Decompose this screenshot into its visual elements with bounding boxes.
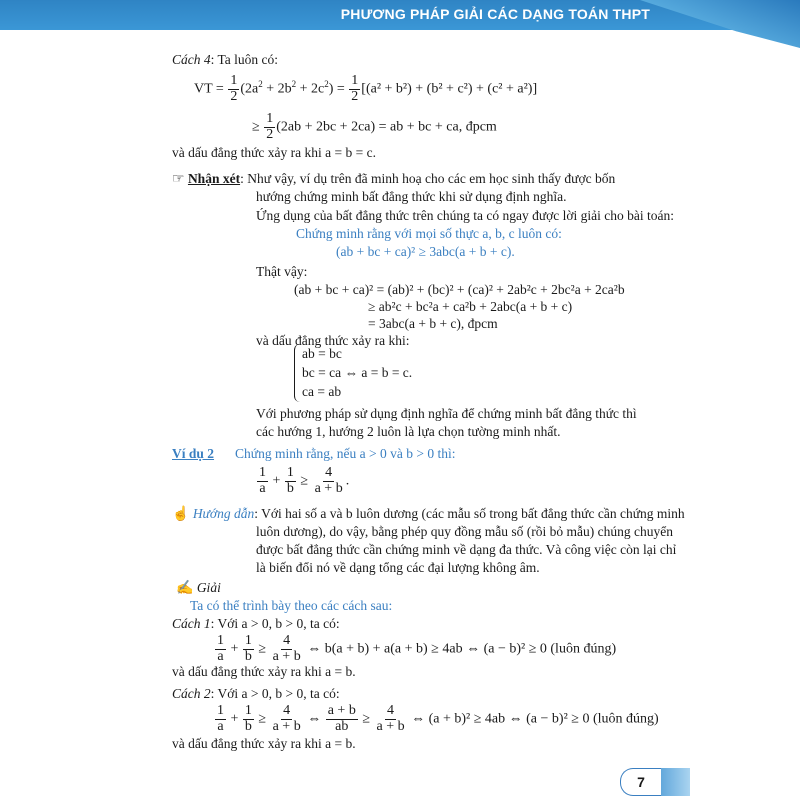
cach4-line: [172, 52, 278, 68]
cach1-eq: $\frac{1}{a}$ + $\frac{1}{b}$ ≥ $\frac{4}{a + b}$ ⇔ b(a + b) + a(a + b) ≥ 4ab ⇔ (a − b)² ≥ 0 (luôn đúng): [217, 633, 617, 664]
huong-dan-label: Hướng dẫn: [192, 506, 255, 521]
nhan-xet-line1: ☞ Nhận xét: Như vậy, ví dụ trên đã minh hoạ cho các em học sinh thấy được bốn: [172, 171, 616, 187]
nhan-xet-problem: Chứng minh rằng với mọi số thực a, b, c luôn có:: [296, 226, 562, 241]
hint-hand-icon: ☝: [172, 507, 190, 522]
huong-dan-line1: ☝ Hướng dẫn: Với hai số a và b luôn dương (các mẫu số trong bất đẳng thức cần chứng minh: [172, 506, 685, 522]
cach1-line: Cách 1: Với a > 0, b > 0, ta có:: [172, 616, 340, 631]
conclusion-line2: các hướng 1, hướng 2 luôn là lựa chọn tường minh nhất.: [256, 424, 561, 439]
half-frac-3: $\frac{1}{2}$: [266, 111, 274, 142]
giai-heading: [176, 580, 221, 597]
page-header: [0, 0, 800, 48]
cach2-eq: $\frac{1}{a}$ + $\frac{1}{b}$ ≥ $\frac{4}{a + b}$ ⇔ $\frac{a + b}{ab}$ ≥ $\frac{4}{a + b}$ ⇔ (a + b)² ≥ 4ab ⇔ (a − b)² ≥ 0 (luôn đúng): [217, 703, 659, 734]
system-line1: ab = bc: [302, 346, 342, 361]
system-line3: ca = ab: [302, 384, 342, 399]
nhan-xet-label: Nhận xét: [187, 171, 241, 186]
cach2-equality: và dấu đẳng thức xảy ra khi a = b.: [172, 736, 356, 751]
cach4-label: Cách 4: [172, 52, 211, 67]
hand-pointing-icon: ☞: [172, 172, 185, 187]
pen-writing-icon: ✍: [176, 581, 194, 596]
conclusion-line1: Với phương pháp sử dụng định nghĩa để chứng minh bất đẳng thức thì: [256, 406, 637, 421]
cach4-eq2: ≥ $\frac{1}{2}$ (2ab + 2bc + 2ca) = ab + bc + ca, đpcm: [252, 111, 497, 142]
half-frac-2: $\frac{1}{2}$: [351, 73, 359, 104]
giai-intro: Ta có thể trình bày theo các cách sau:: [190, 598, 393, 613]
proof-line3: = 3abc(a + b + c), đpcm: [368, 316, 498, 331]
half-frac: $\frac{1}{2}$: [230, 73, 238, 104]
giai-label: Giải: [196, 580, 221, 595]
proof-line2: ≥ ab²c + bc²a + ca²b + 2abc(a + b + c): [368, 299, 573, 314]
nhan-xet-problem-ineq: (ab + bc + ca)² ≥ 3abc(a + b + c).: [336, 244, 515, 259]
page-number: 7: [620, 768, 661, 796]
nhan-xet-p2: Ứng dụng của bất đẳng thức trên chúng ta có ngay được lời giải cho bài toán:: [256, 208, 675, 223]
huong-dan-line3: được bất đẳng thức cần chứng minh về dạng đa thức. Và công việc còn lại chỉ: [256, 542, 677, 557]
cach2-label: Cách 2: [172, 686, 211, 701]
cach4-eq1: VT = $\frac{1}{2}$ $(2a^2 + 2b^2 + 2c^2)$ = $\frac{1}{2}$ [(a² + b²) + (b² + c²) + (c² + a²)]: [194, 73, 538, 104]
huong-dan-line4: là biến đổi nó về dạng tổng các đại lượng không âm.: [256, 560, 540, 575]
cach4-eq1-rhs: [(a² + b²) + (b² + c²) + (c² + a²)]: [361, 81, 538, 97]
cach4-equality: và dấu đẳng thức xảy ra khi a = b = c.: [172, 145, 376, 160]
vi-du-2-problem: Chứng minh rằng, nếu a > 0 và b > 0 thì:: [235, 446, 456, 461]
cach1-equality: và dấu đẳng thức xảy ra khi a = b.: [172, 664, 356, 679]
vi-du-2-ineq: $\frac{1}{a}$ + $\frac{1}{b}$ ≥ $\frac{4}{a + b}$ .: [259, 465, 350, 496]
cach2-line: Cách 2: Với a > 0, b > 0, ta có:: [172, 686, 340, 701]
eq-when: và dấu đẳng thức xảy ra khi:: [256, 333, 410, 348]
proof-line1: (ab + bc + ca)² = (ab)² + (bc)² + (ca)² + 2ab²c + 2bc²a + 2ca²b: [294, 282, 625, 297]
cach1-label: Cách 1: [172, 616, 211, 631]
header-title: PHƯƠNG PHÁP GIẢI CÁC DẠNG TOÁN THPT: [340, 6, 650, 22]
nhan-xet-line2: hướng chứng minh bất đẳng thức khi sử dụng định nghĩa.: [256, 189, 567, 204]
huong-dan-line2: luôn dương), do vậy, bằng phép quy đồng mẫu số (rồi bỏ mẫu) chúng chuyển: [256, 524, 674, 539]
vi-du-2-label: Ví dụ 2: [172, 446, 215, 461]
cach4-intro: : Ta luôn có:: [210, 52, 279, 67]
that-vay: Thật vậy:: [256, 264, 308, 279]
vt-symbol: VT: [194, 81, 213, 97]
system-line2: bc = ca ⇔ a = b = c.: [302, 365, 413, 380]
